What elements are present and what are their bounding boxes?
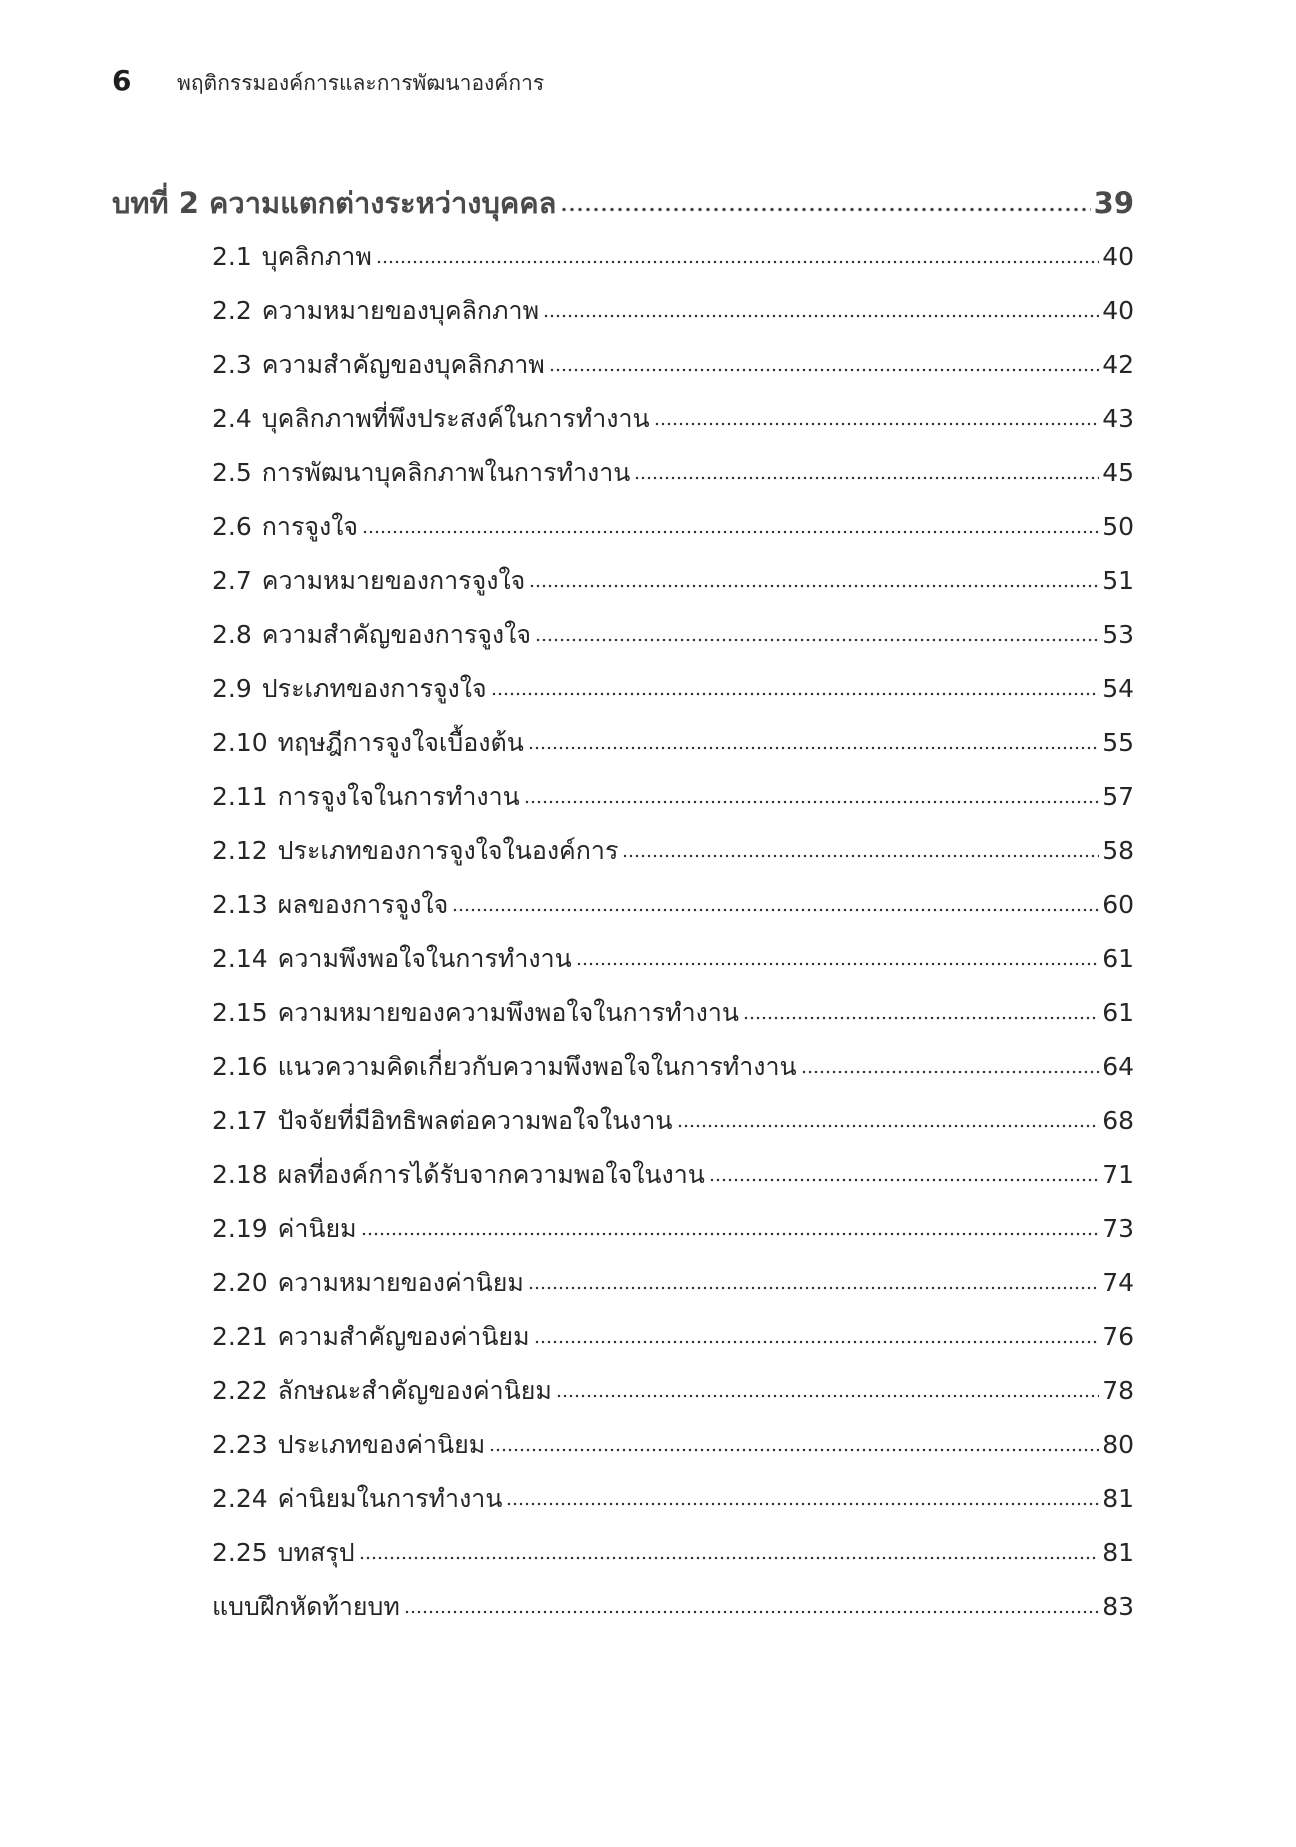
toc-entry[interactable] (0, 1472, 1296, 1526)
section-number: 2.21 (212, 1322, 268, 1351)
toc-entry[interactable] (0, 1148, 1296, 1202)
toc-entry[interactable] (0, 662, 1296, 716)
book-title: พฤติกรรมองค์การและการพัฒนาองค์การ (177, 71, 545, 95)
section-number: 2.17 (212, 1106, 268, 1135)
section-number: 2.7 (212, 566, 252, 595)
toc-entry[interactable] (0, 716, 1296, 770)
section-title: ประเภทของการจูงใจ (261, 674, 487, 703)
toc-entry[interactable] (0, 878, 1296, 932)
section-title: ความสำคัญของค่านิยม (277, 1322, 530, 1351)
section-number: 2.20 (212, 1268, 268, 1297)
section-title: ลักษณะสำคัญของค่านิยม (277, 1376, 552, 1405)
section-title: ความหมายของความพึงพอใจในการทำงาน (277, 998, 739, 1027)
toc-entry[interactable] (0, 770, 1296, 824)
section-title: ความพึงพอใจในการทำงาน (277, 944, 572, 973)
dot-leader (359, 1555, 1100, 1561)
section-title: แนวความคิดเกี่ยวกับความพึงพอใจในการทำงาน (277, 1052, 797, 1081)
section-title: แบบฝึกหัดท้ายบท (212, 1592, 400, 1621)
toc-entry[interactable] (0, 1094, 1296, 1148)
section-number: 2.14 (212, 944, 268, 973)
section-page-number: 83 (1102, 1592, 1134, 1621)
dot-leader (677, 1123, 1100, 1129)
section-title: ความสำคัญของบุคลิกภาพ (261, 350, 545, 379)
section-page-number: 50 (1102, 512, 1134, 541)
section-number: 2.3 (212, 350, 252, 379)
section-page-number: 76 (1102, 1322, 1134, 1351)
toc-entry[interactable] (0, 500, 1296, 554)
toc-entry[interactable] (0, 554, 1296, 608)
section-number: 2.8 (212, 620, 252, 649)
dot-leader (634, 475, 1099, 481)
section-page-number: 80 (1102, 1430, 1134, 1459)
section-number: 2.15 (212, 998, 268, 1027)
section-number: 2.16 (212, 1052, 268, 1081)
section-title: ความสำคัญของการจูงใจ (261, 620, 531, 649)
table-of-contents (0, 176, 1296, 1634)
toc-chapter-heading[interactable] (0, 176, 1296, 230)
section-page-number: 58 (1102, 836, 1134, 865)
section-number: 2.13 (212, 890, 268, 919)
section-title: ทฤษฎีการจูงใจเบื้องต้น (277, 728, 524, 757)
section-number: 2.19 (212, 1214, 268, 1243)
section-page-number: 74 (1102, 1268, 1134, 1297)
section-title: ค่านิยม (277, 1214, 357, 1243)
toc-entry[interactable] (0, 1526, 1296, 1580)
dot-leader (362, 529, 1099, 535)
section-title: ค่านิยมในการทำงาน (277, 1484, 503, 1513)
section-page-number: 68 (1102, 1106, 1134, 1135)
section-page-number: 54 (1102, 674, 1134, 703)
toc-entry[interactable] (0, 1256, 1296, 1310)
section-number: 2.24 (212, 1484, 268, 1513)
dot-leader (524, 799, 1099, 805)
dot-leader (622, 853, 1099, 859)
toc-entry[interactable] (0, 1580, 1296, 1634)
section-page-number: 73 (1102, 1214, 1134, 1243)
running-header (112, 64, 544, 108)
toc-entry[interactable] (0, 608, 1296, 662)
section-number: 2.10 (212, 728, 268, 757)
dot-leader (560, 206, 1090, 213)
section-title: ความหมายของค่านิยม (277, 1268, 524, 1297)
toc-entry[interactable] (0, 932, 1296, 986)
section-page-number: 61 (1102, 944, 1134, 973)
dot-leader (528, 745, 1099, 751)
dot-leader (452, 907, 1099, 913)
section-page-number: 71 (1102, 1160, 1134, 1189)
dot-leader (801, 1069, 1100, 1075)
section-number: 2.18 (212, 1160, 268, 1189)
section-page-number: 42 (1102, 350, 1134, 379)
toc-entry[interactable] (0, 446, 1296, 500)
toc-entry[interactable] (0, 392, 1296, 446)
dot-leader (743, 1015, 1099, 1021)
section-title: ประเภทของค่านิยม (277, 1430, 486, 1459)
toc-entry[interactable] (0, 1040, 1296, 1094)
chapter-page-number: 39 (1093, 186, 1134, 220)
page-number: 6 (112, 64, 132, 97)
section-title: การจูงใจในการทำงาน (277, 782, 520, 811)
section-page-number: 60 (1102, 890, 1134, 919)
dot-leader (361, 1231, 1100, 1237)
section-number: 2.2 (212, 296, 252, 325)
section-title: บุคลิกภาพที่พึงประสงค์ในการทำงาน (261, 404, 650, 433)
section-page-number: 45 (1102, 458, 1134, 487)
toc-entry[interactable] (0, 338, 1296, 392)
dot-leader (506, 1501, 1099, 1507)
dot-leader (709, 1177, 1099, 1183)
toc-entry[interactable] (0, 284, 1296, 338)
section-title: บทสรุป (277, 1538, 355, 1567)
section-number: 2.1 (212, 242, 252, 271)
section-number: 2.25 (212, 1538, 268, 1567)
section-number: 2.4 (212, 404, 252, 433)
toc-entry[interactable] (0, 986, 1296, 1040)
section-number: 2.23 (212, 1430, 268, 1459)
dot-leader (543, 313, 1099, 319)
section-page-number: 51 (1102, 566, 1134, 595)
dot-leader (654, 421, 1100, 427)
dot-leader (556, 1393, 1099, 1399)
dot-leader (576, 961, 1099, 967)
section-page-number: 81 (1102, 1484, 1134, 1513)
section-page-number: 43 (1102, 404, 1134, 433)
section-title: ผลที่องค์การได้รับจากความพอใจในงาน (277, 1160, 705, 1189)
section-number: 2.9 (212, 674, 252, 703)
section-page-number: 40 (1102, 242, 1134, 271)
section-page-number: 61 (1102, 998, 1134, 1027)
dot-leader (489, 1447, 1099, 1453)
section-page-number: 78 (1102, 1376, 1134, 1405)
dot-leader (534, 1339, 1100, 1345)
dot-leader (376, 259, 1099, 265)
section-number: 2.5 (212, 458, 252, 487)
section-page-number: 81 (1102, 1538, 1134, 1567)
section-number: 2.12 (212, 836, 268, 865)
section-title: การพัฒนาบุคลิกภาพในการทำงาน (261, 458, 631, 487)
section-title: บุคลิกภาพ (261, 242, 372, 271)
section-title: ความหมายของบุคลิกภาพ (261, 296, 540, 325)
section-page-number: 53 (1102, 620, 1134, 649)
section-page-number: 55 (1102, 728, 1134, 757)
dot-leader (528, 1285, 1099, 1291)
section-number: 2.22 (212, 1376, 268, 1405)
section-title: การจูงใจ (261, 512, 359, 541)
toc-entry[interactable] (0, 1202, 1296, 1256)
section-number: 2.11 (212, 782, 268, 811)
section-number: 2.6 (212, 512, 252, 541)
dot-leader (529, 583, 1099, 589)
section-page-number: 57 (1102, 782, 1134, 811)
dot-leader (404, 1609, 1099, 1615)
section-page-number: 40 (1102, 296, 1134, 325)
section-page-number: 64 (1102, 1052, 1134, 1081)
toc-entry[interactable] (0, 1364, 1296, 1418)
dot-leader (549, 367, 1099, 373)
dot-leader (491, 691, 1100, 697)
section-title: ปัจจัยที่มีอิทธิพลต่อความพอใจในงาน (277, 1106, 673, 1135)
toc-entry[interactable] (0, 230, 1296, 284)
toc-entry[interactable] (0, 1310, 1296, 1364)
section-title: ผลของการจูงใจ (277, 890, 449, 919)
section-title: ประเภทของการจูงใจในองค์การ (277, 836, 619, 865)
section-title: ความหมายของการจูงใจ (261, 566, 526, 595)
chapter-title: บทที่ 2 ความแตกต่างระหว่างบุคคล (112, 186, 557, 220)
dot-leader (535, 637, 1099, 643)
toc-entry[interactable] (0, 1418, 1296, 1472)
toc-entry[interactable] (0, 824, 1296, 878)
